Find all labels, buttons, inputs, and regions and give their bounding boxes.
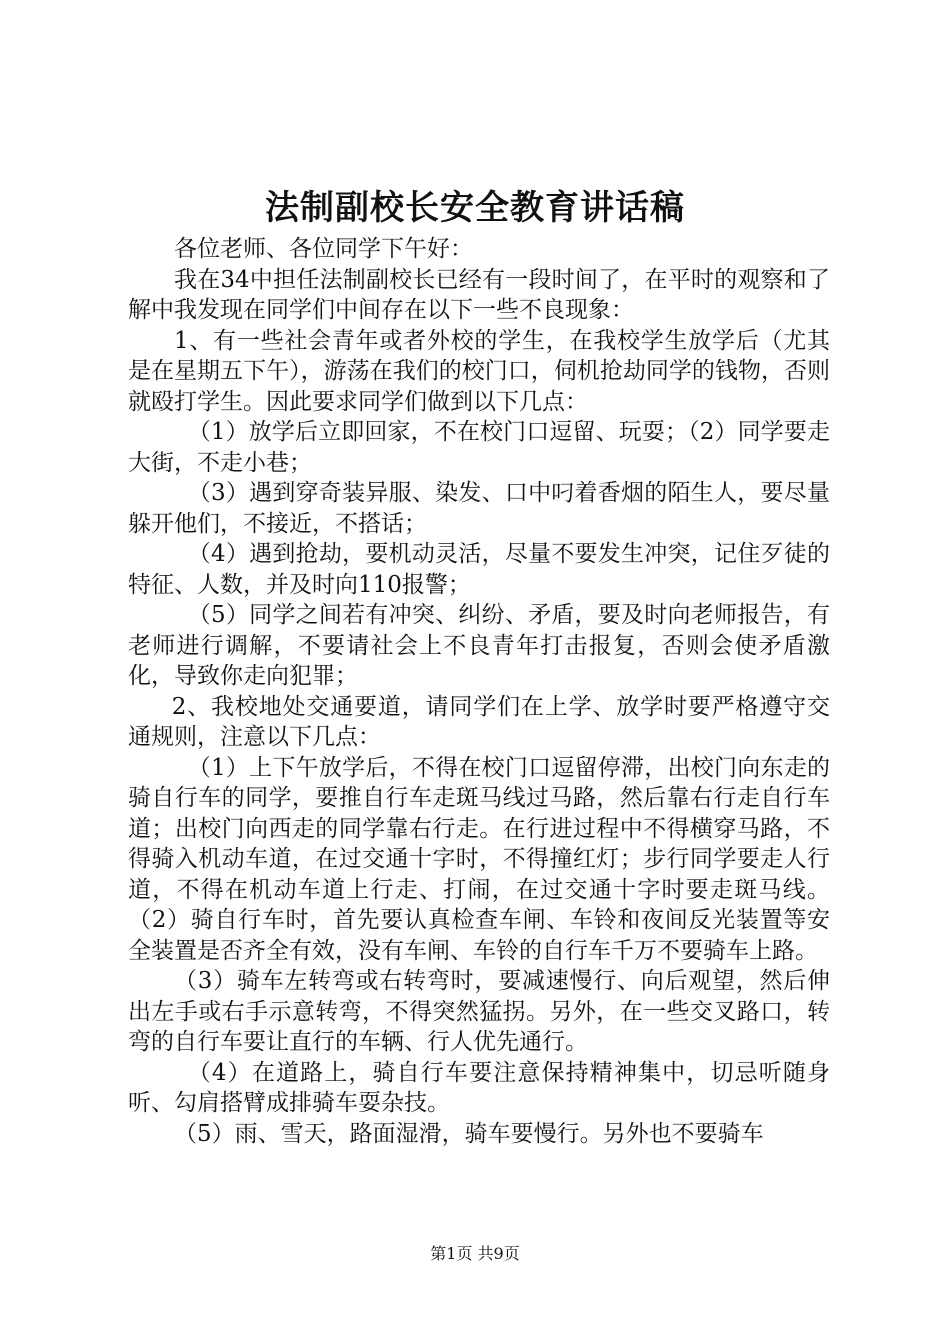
- greeting-paragraph: 各位老师、各位同学下午好：: [174, 236, 473, 262]
- point-1-paragraph: 1、有一些社会青年或者外校的学生，在我校学生放学后（尤其是在星期五下午），游荡在我们的校门口，伺机抢劫同学的钱物，否则就殴打学生。因此要求同学们做到以下几点：: [128, 327, 830, 415]
- page-indicator: 第1页 共9页: [430, 1244, 520, 1263]
- point-1-item-3: （3）遇到穿奇装异服、染发、口中叼着香烟的陌生人，要尽量躲开他们，不接近，不搭话；: [128, 480, 830, 537]
- document-title: 法制副校长安全教育讲话稿: [265, 188, 685, 228]
- point-1-item-4: （4）遇到抢劫，要机动灵活，尽量不要发生冲突，记住歹徒的特征、人数，并及时向110报警；: [128, 541, 830, 598]
- point-2-paragraph: 2、我校地处交通要道，请同学们在上学、放学时要严格遵守交通规则，注意以下几点：: [128, 693, 830, 750]
- point-2-item-1-2: （1）上下午放学后，不得在校门口逗留停滞，出校门向东走的骑自行车的同学，要推自行车走斑马线过马路，然后靠右行走自行车道；出校门向西走的同学靠右行走。在行进过程中不得横穿马路，不得骑入机动车道，在过交通十字时，不得撞红灯；步行同学要走人行道，不得在机动车道上行走、打闹，在过交通十字时要走斑马线。（2）骑自行车时，首先要认真检查车闸、车铃和夜间反光装置等安全装置是否齐全有效，没有车闸、车铃的自行车千万不要骑车上路。: [128, 754, 830, 964]
- point-1-item-1-2: （1）放学后立即回家，不在校门口逗留、玩耍；（2）同学要走大街，不走小巷；: [128, 419, 830, 476]
- document-body: [128, 234, 830, 1149]
- point-2-item-4: （4）在道路上，骑自行车要注意保持精神集中，切忌听随身听、勾肩搭臂成排骑车耍杂技。: [128, 1059, 830, 1116]
- point-2-item-5: （5）雨、雪天，路面湿滑，骑车要慢行。另外也不要骑车: [174, 1120, 764, 1147]
- point-1-item-5: （5）同学之间若有冲突、纠纷、矛盾，要及时向老师报告，有老师进行调解，不要请社会上不良青年打击报复，否则会使矛盾激化，导致你走向犯罪；: [128, 602, 830, 689]
- point-2-item-3: （3）骑车左转弯或右转弯时，要减速慢行、向后观望，然后伸出左手或右手示意转弯，不得突然猛拐。另外，在一些交叉路口，转弯的自行车要让直行的车辆、行人优先通行。: [128, 968, 830, 1055]
- intro-paragraph: 我在34中担任法制副校长已经有一段时间了，在平时的观察和了解中我发现在同学们中间存在以下一些不良现象：: [128, 266, 830, 323]
